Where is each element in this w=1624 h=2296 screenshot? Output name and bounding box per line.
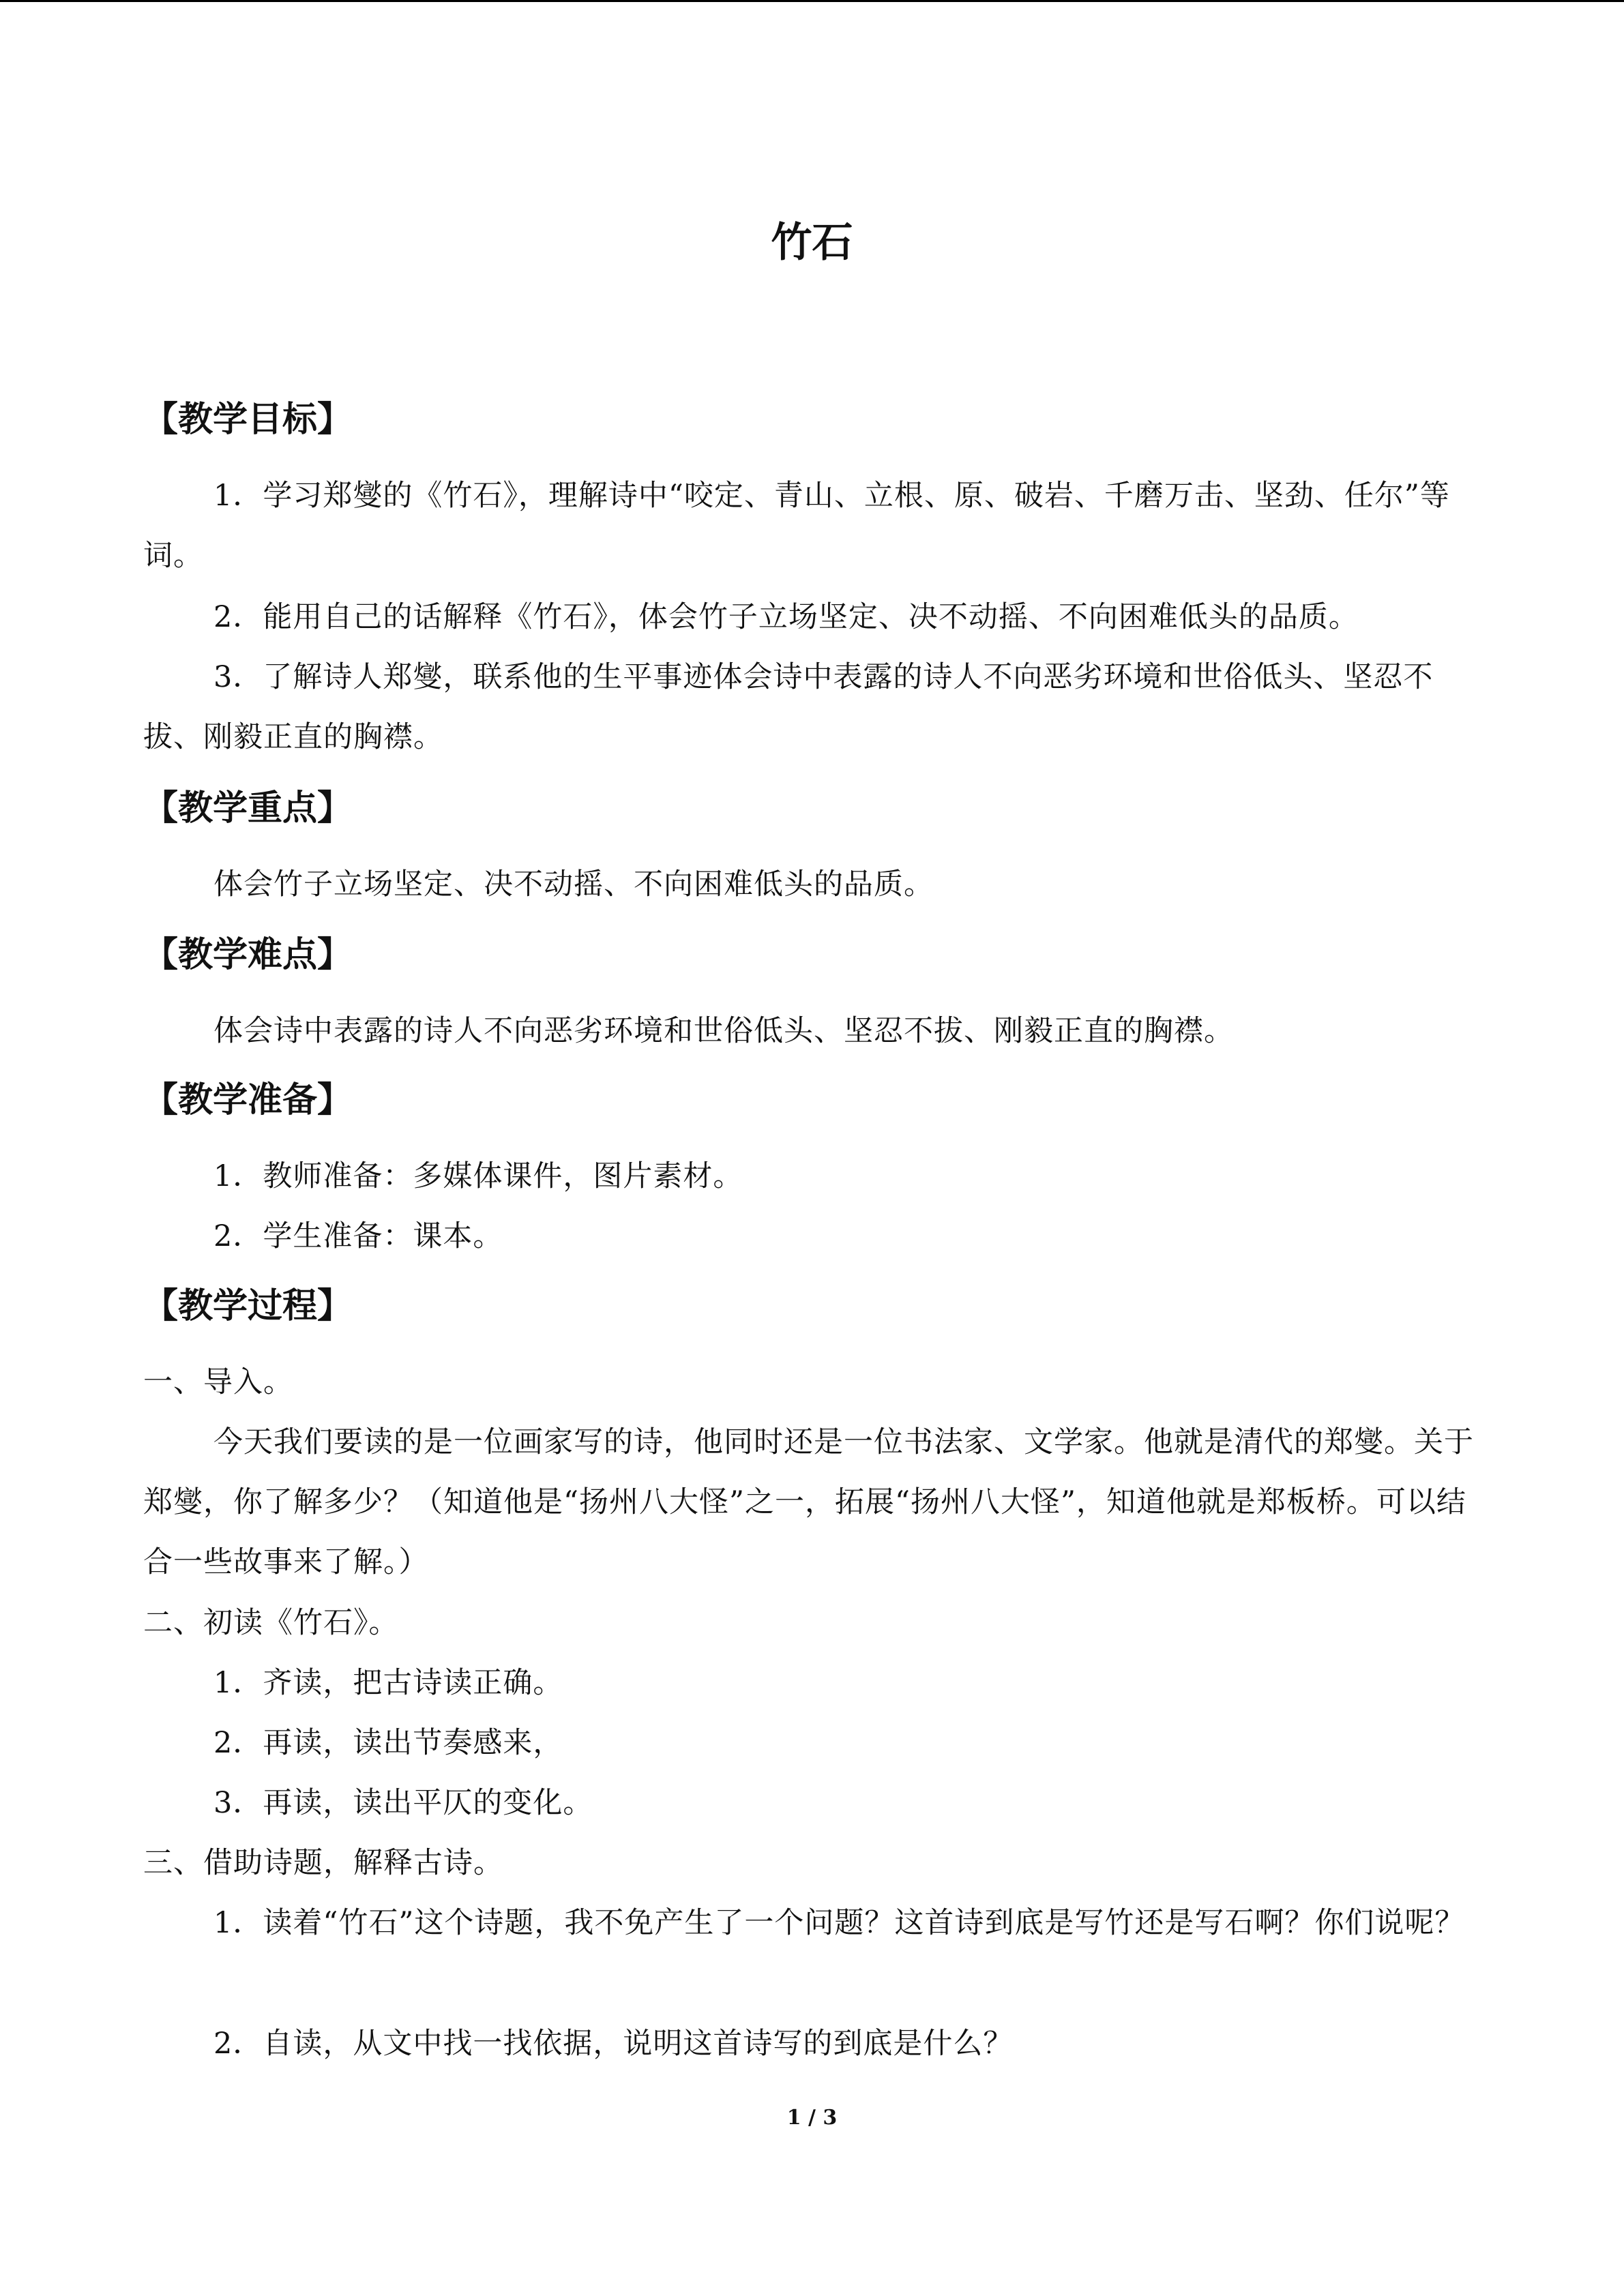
difficulties-heading: 【教学难点】 — [143, 935, 353, 975]
process-heading: 【教学过程】 — [143, 1286, 353, 1326]
key-points-text: 体会竹子立场坚定、决不动摇、不向困难低头的品质。 — [213, 867, 934, 901]
objective-item: 2．能用自己的话解释《竹石》，体会竹子立场坚定、决不动摇、不向困难低头的品质。 — [213, 600, 1359, 634]
objectives-heading: 【教学目标】 — [143, 400, 353, 440]
step-item: 2．再读，读出节奏感来， — [213, 1726, 563, 1760]
step-item: 3．再读，读出平仄的变化。 — [213, 1786, 593, 1820]
preparation-heading: 【教学准备】 — [143, 1080, 353, 1120]
step-item: 1．齐读，把古诗读正确。 — [213, 1666, 563, 1700]
step-item: 2．自读，从文中找一找依据，说明这首诗写的到底是什么？ — [213, 2027, 1014, 2061]
step-title: 三、借助诗题，解释古诗。 — [143, 1846, 503, 1880]
step-title: 一、导入。 — [143, 1365, 293, 1399]
objective-item: 1．学习郑燮的《竹石》，理解诗中“咬定、青山、立根、原、破岩、千磨万击、坚劲、任尔”等词。 — [143, 479, 1450, 573]
step-text: 今天我们要读的是一位画家写的诗，他同时还是一位书法家、文学家。他就是清代的郑燮。关于郑燮，你了解多少？（知道他是“扬州八大怪”之一，拓展“扬州八大怪”，知道他就是郑板桥。可以结合一些故事来了解。） — [143, 1425, 1474, 1579]
document-title: 竹石 — [771, 219, 853, 267]
preparation-item: 1．教师准备：多媒体课件，图片素材。 — [213, 1159, 743, 1193]
page-number: 1 / 3 — [786, 2106, 838, 2130]
difficulties-text: 体会诗中表露的诗人不向恶劣环境和世俗低头、坚忍不拔、刚毅正直的胸襟。 — [213, 1014, 1234, 1048]
step-title: 二、初读《竹石》。 — [143, 1606, 399, 1640]
step-item: 1．读着“竹石”这个诗题，我不免产生了一个问题？这首诗到底是写竹还是写石啊？你们说呢？ — [213, 1906, 1465, 1940]
key-points-heading: 【教学重点】 — [143, 788, 353, 829]
preparation-item: 2．学生准备：课本。 — [213, 1219, 503, 1253]
objective-item: 3．了解诗人郑燮，联系他的生平事迹体会诗中表露的诗人不向恶劣环境和世俗低头、坚忍不拔、刚毅正直的胸襟。 — [143, 660, 1434, 754]
